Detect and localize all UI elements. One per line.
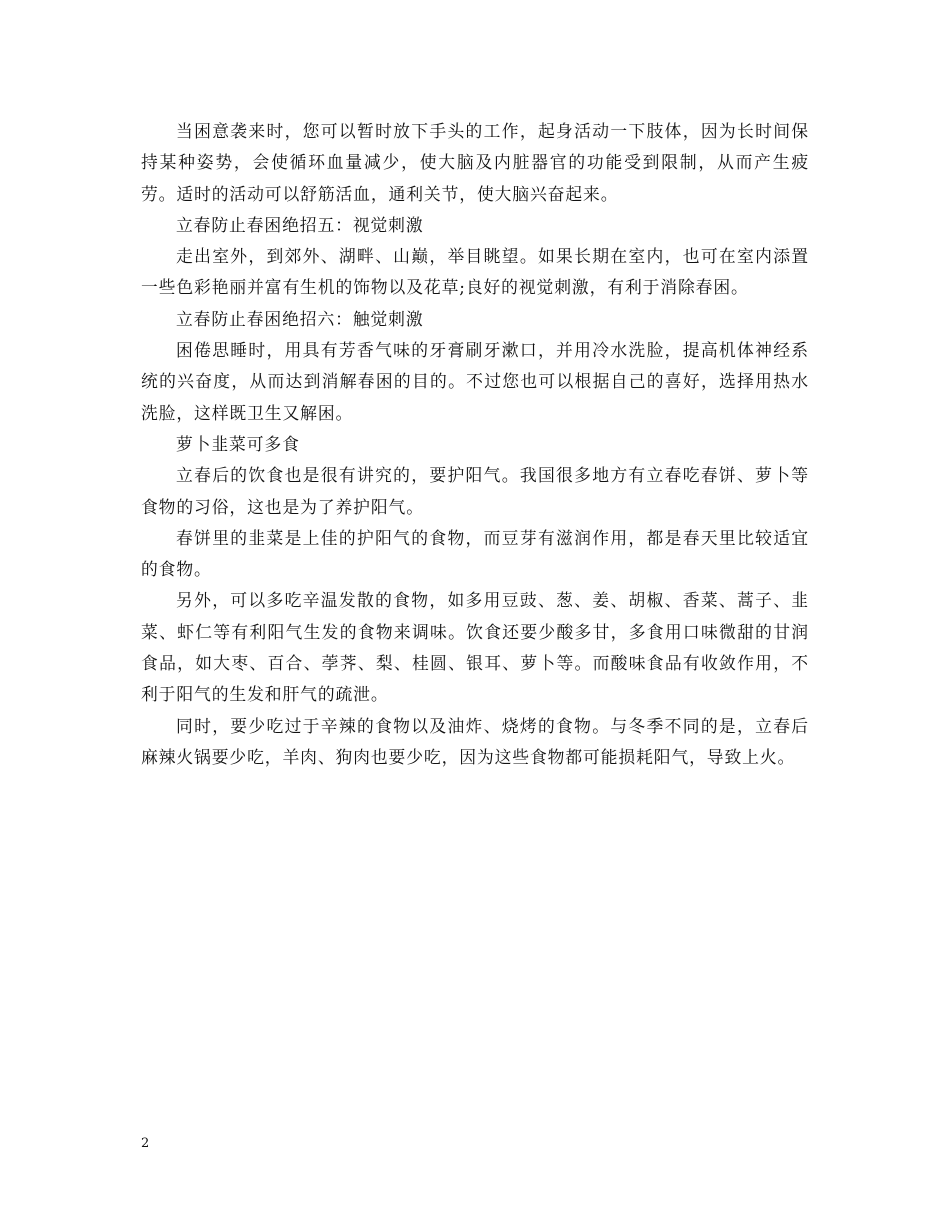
paragraph-tactile: 困倦思睡时，用具有芳香气味的牙膏刷牙漱口，并用冷水洗脸，提高机体神经系统的兴奋度，从而达到消解春困的目的。不过您也可以根据自己的喜好，选择用热水洗脸，这样既卫生又解困。 — [141, 340, 809, 423]
heading-radish-leek: 萝卜韭菜可多食 — [176, 433, 300, 454]
document-body — [141, 116, 809, 773]
heading-visual-stimulation: 立春防止春困绝招五：视觉刺激 — [176, 214, 424, 235]
paragraph-avoid-spicy: 同时，要少吃过于辛辣的食物以及油炸、烧烤的食物。与冬季不同的是，立春后麻辣火锅要少吃，羊肉、狗肉也要少吃，因为这些食物都可能损耗阳气，导致上火。 — [141, 715, 809, 767]
paragraph-pungent-food: 另外，可以多吃辛温发散的食物，如多用豆豉、葱、姜、胡椒、香菜、蒿子、韭菜、虾仁等有利阳气生发的食物来调味。饮食还要少酸多甘，多食用口味微甜的甘润食品，如大枣、百合、荸荠、梨、桂圆、银耳、萝卜等。而酸味食品有收敛作用，不利于阳气的生发和肝气的疏泄。 — [141, 590, 809, 705]
paragraph-spring-pancake: 春饼里的韭菜是上佳的护阳气的食物，而豆芽有滋润作用，都是春天里比较适宜的食物。 — [141, 527, 809, 580]
paragraph-diet-intro: 立春后的饮食也是很有讲究的，要护阳气。我国很多地方有立春吃春饼、萝卜等食物的习俗，这也是为了养护阳气。 — [141, 465, 809, 517]
heading-tactile-stimulation: 立春防止春困绝招六：触觉刺激 — [176, 308, 424, 329]
paragraph-visual: 走出室外，到郊外、湖畔、山巅，举目眺望。如果长期在室内，也可在室内添置一些色彩艳丽并富有生机的饰物以及花草;良好的视觉刺激，有利于消除春困。 — [141, 246, 809, 298]
paragraph-activity: 当困意袭来时，您可以暂时放下手头的工作，起身活动一下肢体，因为长时间保持某种姿势，会使循环血量减少，使大脑及内脏器官的功能受到限制，从而产生疲劳。适时的活动可以舒筋活血，通利关节，使大脑兴奋起来。 — [141, 121, 809, 204]
page-number: 2 — [141, 1136, 150, 1151]
